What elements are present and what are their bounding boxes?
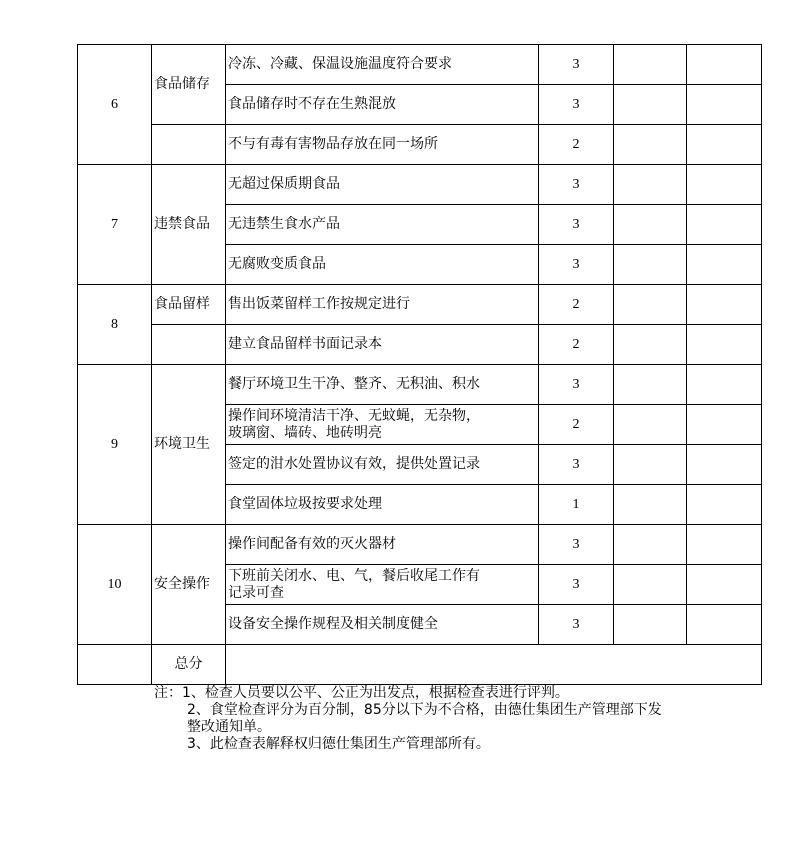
table-row: [78, 325, 762, 365]
remark-cell[interactable]: [687, 565, 762, 605]
section-category: 安全操作: [152, 525, 226, 645]
remark-cell[interactable]: [687, 325, 762, 365]
item-score: 2: [539, 405, 614, 445]
score-cell[interactable]: [614, 365, 687, 405]
score-cell[interactable]: [614, 45, 687, 85]
item-score: 3: [539, 565, 614, 605]
item-text: 售出饭菜留样工作按规定进行: [226, 285, 539, 325]
section-number: 10: [78, 525, 152, 645]
score-cell[interactable]: [614, 165, 687, 205]
item-text: 无超过保质期食品: [226, 165, 539, 205]
score-cell[interactable]: [614, 245, 687, 285]
remark-cell[interactable]: [687, 605, 762, 645]
score-cell[interactable]: [614, 485, 687, 525]
item-score: 3: [539, 45, 614, 85]
inspection-table: [77, 44, 762, 685]
score-cell[interactable]: [614, 325, 687, 365]
item-text-line2: 记录可查: [228, 584, 284, 601]
remark-cell[interactable]: [687, 165, 762, 205]
remark-cell[interactable]: [687, 485, 762, 525]
item-text-line1: 操作间环境清洁干净、无蚊蝇，无杂物，: [228, 407, 480, 424]
section-number: 6: [78, 45, 152, 165]
item-score: 1: [539, 485, 614, 525]
category-blank: [152, 125, 226, 165]
item-score: 3: [539, 245, 614, 285]
remark-cell[interactable]: [687, 125, 762, 165]
total-row: [78, 645, 762, 685]
section-number: 7: [78, 165, 152, 285]
item-score: 3: [539, 85, 614, 125]
item-text: 操作间配备有效的灭火器材: [226, 525, 539, 565]
item-score: 2: [539, 325, 614, 365]
total-blank: [78, 645, 152, 685]
total-value-cell[interactable]: [226, 645, 762, 685]
section-number: 8: [78, 285, 152, 365]
remark-cell[interactable]: [687, 285, 762, 325]
item-text-line1: 下班前关闭水、电、气，餐后收尾工作有: [228, 567, 480, 584]
table-row: [78, 525, 762, 565]
item-score: 3: [539, 445, 614, 485]
score-cell[interactable]: [614, 125, 687, 165]
remark-cell[interactable]: [687, 445, 762, 485]
section-category: 食品留样: [152, 285, 226, 325]
remark-cell[interactable]: [687, 405, 762, 445]
item-score: 2: [539, 285, 614, 325]
item-text: 食堂固体垃圾按要求处理: [226, 485, 539, 525]
item-score: 3: [539, 525, 614, 565]
section-category: 环境卫生: [152, 365, 226, 525]
item-text: 食品储存时不存在生熟混放: [226, 85, 539, 125]
item-text: 餐厅环境卫生干净、整齐、无积油、积水: [226, 365, 539, 405]
item-text-line2: 玻璃窗、墙砖、地砖明亮: [228, 424, 382, 441]
score-cell[interactable]: [614, 605, 687, 645]
remark-cell[interactable]: [687, 45, 762, 85]
remark-cell[interactable]: [687, 205, 762, 245]
item-score: 3: [539, 165, 614, 205]
remark-cell[interactable]: [687, 245, 762, 285]
item-text: 冷冻、冷藏、保温设施温度符合要求: [226, 45, 539, 85]
item-score: 3: [539, 605, 614, 645]
item-text: 无腐败变质食品: [226, 245, 539, 285]
table-row: [78, 45, 762, 85]
table-row: [78, 125, 762, 165]
category-blank: [152, 325, 226, 365]
item-score: 3: [539, 205, 614, 245]
item-text: 设备安全操作规程及相关制度健全: [226, 605, 539, 645]
remark-cell[interactable]: [687, 525, 762, 565]
note-line-2: 2、食堂检查评分为百分制，85分以下为不合格，由德仕集团生产管理部下发: [187, 702, 662, 718]
remark-cell[interactable]: [687, 85, 762, 125]
score-cell[interactable]: [614, 445, 687, 485]
section-category: 违禁食品: [152, 165, 226, 285]
total-label: 总分: [152, 645, 226, 685]
section-category: 食品储存: [152, 45, 226, 125]
item-text: [226, 565, 539, 605]
item-text: 签定的泔水处置协议有效，提供处置记录: [226, 445, 539, 485]
note-line-1: 注：1、检查人员要以公平、公正为出发点，根据检查表进行评判。: [154, 685, 569, 701]
note-line-4: 3、此检查表解释权归德仕集团生产管理部所有。: [187, 736, 490, 752]
score-cell[interactable]: [614, 525, 687, 565]
item-text: 无违禁生食水产品: [226, 205, 539, 245]
section-number: 9: [78, 365, 152, 525]
score-cell[interactable]: [614, 565, 687, 605]
item-text: [226, 405, 539, 445]
score-cell[interactable]: [614, 285, 687, 325]
notes: [154, 685, 754, 753]
remark-cell[interactable]: [687, 365, 762, 405]
note-line-3: 整改通知单。: [187, 719, 271, 735]
table-row: [78, 285, 762, 325]
score-cell[interactable]: [614, 205, 687, 245]
item-score: 3: [539, 365, 614, 405]
table-row: [78, 365, 762, 405]
item-text: 不与有毒有害物品存放在同一场所: [226, 125, 539, 165]
item-score: 2: [539, 125, 614, 165]
score-cell[interactable]: [614, 85, 687, 125]
item-text: 建立食品留样书面记录本: [226, 325, 539, 365]
table-row: [78, 165, 762, 205]
score-cell[interactable]: [614, 405, 687, 445]
